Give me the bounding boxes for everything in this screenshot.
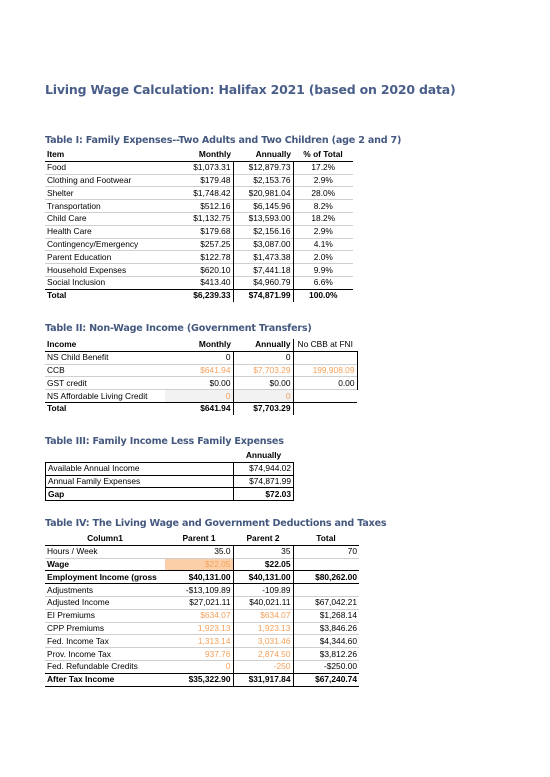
column-header: % of Total (303, 149, 343, 160)
row-label: Parent Education (47, 251, 112, 262)
table-row (45, 584, 359, 597)
table-cell: 1,313.14 (165, 635, 233, 648)
table-row (45, 200, 353, 213)
table-cell: $2,156.16 (233, 225, 293, 238)
row-label: Household Expenses (47, 264, 127, 275)
row-label: After Tax Income (47, 674, 115, 685)
table-cell: $1,268.14 (319, 610, 357, 621)
row-label: Fed. Refundable Credits (47, 661, 138, 672)
column-header: Parent 2 (246, 533, 280, 544)
total-row (45, 402, 357, 414)
column-header: Annually (255, 149, 291, 160)
table-cell: 17.2% (311, 162, 336, 173)
row-label: Prov. Income Tax (47, 648, 111, 659)
row-label: Contingency/Emergency (47, 238, 139, 249)
table-cell: $1,748.42 (165, 187, 233, 200)
table-row (45, 264, 353, 277)
table-cell: $1,473.38 (233, 251, 293, 264)
table-cell: 3,031.46 (233, 635, 293, 648)
table-cell: 28.0% (311, 187, 336, 198)
table-cell (293, 584, 359, 597)
table-cell: $4,960.79 (233, 276, 293, 289)
table-cell: $27,021.11 (165, 596, 233, 609)
living-wage-table (45, 533, 359, 687)
table-row (45, 351, 357, 364)
table-cell: $634.07 (165, 609, 233, 622)
row-label: CCB (47, 364, 65, 375)
column-header: Income (47, 339, 77, 350)
column-header: Annually (255, 339, 291, 350)
row-label: EI Premiums (47, 610, 95, 621)
table-row (46, 475, 294, 488)
row-label: Total (47, 403, 67, 414)
table-cell: 2,874.50 (233, 648, 293, 661)
table-cell: 100.0% (309, 290, 338, 301)
row-label: Adjusted Income (47, 597, 110, 608)
table-cell: $0.00 (165, 377, 233, 390)
table-header-row (45, 533, 359, 545)
table-cell: $7,441.18 (233, 264, 293, 277)
column-header: Annually (245, 450, 282, 461)
table-cell (293, 390, 357, 403)
row-label: NS Child Benefit (47, 352, 109, 363)
table-cell: $641.94 (165, 402, 233, 414)
table-row (45, 596, 359, 609)
table-row (45, 174, 353, 187)
table-cell: $634.07 (233, 609, 293, 622)
table-cell: $179.68 (165, 225, 233, 238)
total-row (45, 673, 359, 686)
table-row (45, 251, 353, 264)
table-cell: $31,917.84 (233, 673, 293, 686)
row-label: Employment Income (gross (47, 571, 157, 582)
row-label: GST credit (47, 377, 87, 388)
row-label: Fed. Income Tax (47, 635, 109, 646)
table-cell: $80,262.00 (315, 571, 357, 582)
table-header-row (45, 339, 357, 351)
table-header-row (46, 450, 294, 462)
table4-heading: Table IV: The Living Wage and Government Deductions and Taxes (45, 518, 387, 529)
family-expenses-table (45, 149, 353, 302)
table-row (45, 364, 357, 377)
table-cell: $179.48 (165, 174, 233, 187)
table-cell: $20,981.04 (233, 187, 293, 200)
table-row (45, 648, 359, 661)
table-cell: $74,871.99 (233, 289, 293, 301)
table-cell: $641.94 (165, 364, 233, 377)
table-cell: $3,846.26 (319, 622, 357, 633)
table-cell: 0 (165, 660, 233, 673)
table2-heading: Table II: Non-Wage Income (Government Transfers) (45, 323, 312, 334)
row-label: Available Annual Income (46, 462, 234, 475)
table-row (45, 212, 353, 225)
table-row (45, 390, 357, 403)
table-row (46, 462, 294, 475)
table-cell: $0.00 (233, 377, 293, 390)
total-row (45, 289, 353, 301)
table-cell (293, 351, 357, 364)
parent1-wage-cell: $22.05 (165, 558, 233, 571)
table-cell: 4.1% (313, 238, 333, 249)
table-header-row (45, 149, 353, 161)
row-label: Social Inclusion (47, 277, 106, 288)
table1-heading: Table I: Family Expenses--Two Adults and Two Children (age 2 and 7) (45, 135, 402, 146)
wage-row (45, 558, 359, 571)
table-cell: 199,908.09 (293, 364, 357, 377)
table-cell: $40,131.00 (233, 571, 293, 584)
table-row (45, 187, 353, 200)
row-label: Wage (47, 558, 70, 569)
table-cell: $1,073.31 (165, 161, 233, 174)
table-cell: 1,923.13 (233, 622, 293, 635)
column-header: Monthly (198, 149, 231, 160)
table-cell: $122.78 (165, 251, 233, 264)
table-cell: $12,879.73 (233, 161, 293, 174)
column-header: Parent 1 (182, 533, 216, 544)
table-cell: $6,145.96 (233, 200, 293, 213)
row-label: Food (47, 162, 67, 173)
row-label: Child Care (47, 213, 87, 224)
table-cell: -$250.00 (323, 661, 357, 672)
table-cell: $67,240.74 (315, 674, 357, 685)
table-cell: 0 (233, 390, 293, 403)
table-cell: $7,703.29 (233, 402, 293, 414)
row-label: Hours / Week (47, 546, 98, 557)
table-cell: $7,703.29 (233, 364, 293, 377)
table-cell: $72.03 (234, 488, 294, 501)
table-row (45, 545, 359, 558)
table-cell: $6,239.33 (165, 289, 233, 301)
table-cell: 937.76 (165, 648, 233, 661)
gap-row (46, 488, 294, 501)
row-label: Total (47, 290, 67, 301)
row-label: Gap (46, 488, 234, 501)
table-cell: $40,131.00 (165, 571, 233, 584)
table-cell: 2.9% (313, 226, 333, 237)
table-cell: $40,021.11 (233, 596, 293, 609)
table-cell (293, 558, 359, 571)
column-header: Column1 (87, 533, 123, 544)
table-cell: 0.00 (293, 377, 357, 390)
column-header: Item (47, 149, 65, 160)
table-row (45, 571, 359, 584)
table-cell: $2,153.76 (233, 174, 293, 187)
table-cell: $74,944.02 (234, 462, 294, 475)
row-label: Health Care (47, 226, 92, 237)
table-row (45, 635, 359, 648)
table-row (45, 161, 353, 174)
table-cell: $1,132.75 (165, 212, 233, 225)
table-cell: 70 (347, 546, 357, 557)
row-label: Shelter (47, 187, 74, 198)
table-cell: $3,812.26 (319, 648, 357, 659)
table-row (45, 377, 357, 390)
table-cell: $13,593.00 (233, 212, 293, 225)
table-row (45, 609, 359, 622)
table-cell: 0 (233, 351, 293, 364)
table-cell (293, 402, 357, 414)
table-cell: 35 (233, 545, 293, 558)
page-title: Living Wage Calculation: Halifax 2021 (based on 2020 data) (45, 82, 456, 97)
table3-heading: Table III: Family Income Less Family Expenses (45, 436, 284, 447)
table-cell: $620.10 (165, 264, 233, 277)
table-cell: $67,042.21 (315, 597, 357, 608)
table-cell: $4,344.60 (319, 635, 357, 646)
column-header: No CBB at FNI (293, 339, 357, 351)
table-row (45, 276, 353, 289)
table-cell: $74,871.99 (234, 475, 294, 488)
table-row (45, 660, 359, 673)
row-label: CPP Premiums (47, 622, 105, 633)
income-less-expenses-table (45, 450, 294, 501)
table-cell: $35,322.90 (165, 673, 233, 686)
table-row (45, 238, 353, 251)
table-cell: 8.2% (313, 200, 333, 211)
table-cell: -109.89 (233, 584, 293, 597)
table-cell: 2.0% (313, 251, 333, 262)
column-header: Total (316, 533, 336, 544)
table-cell (46, 450, 234, 462)
table-cell: $3,087.00 (233, 238, 293, 251)
table-cell: -$13,109.89 (165, 584, 233, 597)
row-label: Clothing and Footwear (47, 174, 132, 185)
row-label: NS Affordable Living Credit (47, 390, 148, 401)
table-row (45, 225, 353, 238)
table-cell: 9.9% (313, 264, 333, 275)
table-cell: $413.40 (165, 276, 233, 289)
table-cell: $257.25 (165, 238, 233, 251)
row-label: Annual Family Expenses (46, 475, 234, 488)
row-label: Adjustments (47, 584, 94, 595)
table-cell: -250 (233, 660, 293, 673)
table-cell: $512.16 (165, 200, 233, 213)
column-header: Monthly (198, 339, 231, 350)
table-cell: $22.05 (233, 558, 293, 571)
table-cell: 0 (165, 390, 233, 403)
table-cell: 2.9% (313, 174, 333, 185)
table-cell: 1,923.13 (165, 622, 233, 635)
non-wage-income-table (45, 339, 358, 415)
table-row (45, 622, 359, 635)
table-cell: 35.0 (165, 545, 233, 558)
table-cell: 6.6% (313, 277, 333, 288)
table-cell: 18.2% (311, 213, 336, 224)
row-label: Transportation (47, 200, 101, 211)
table-cell: 0 (165, 351, 233, 364)
